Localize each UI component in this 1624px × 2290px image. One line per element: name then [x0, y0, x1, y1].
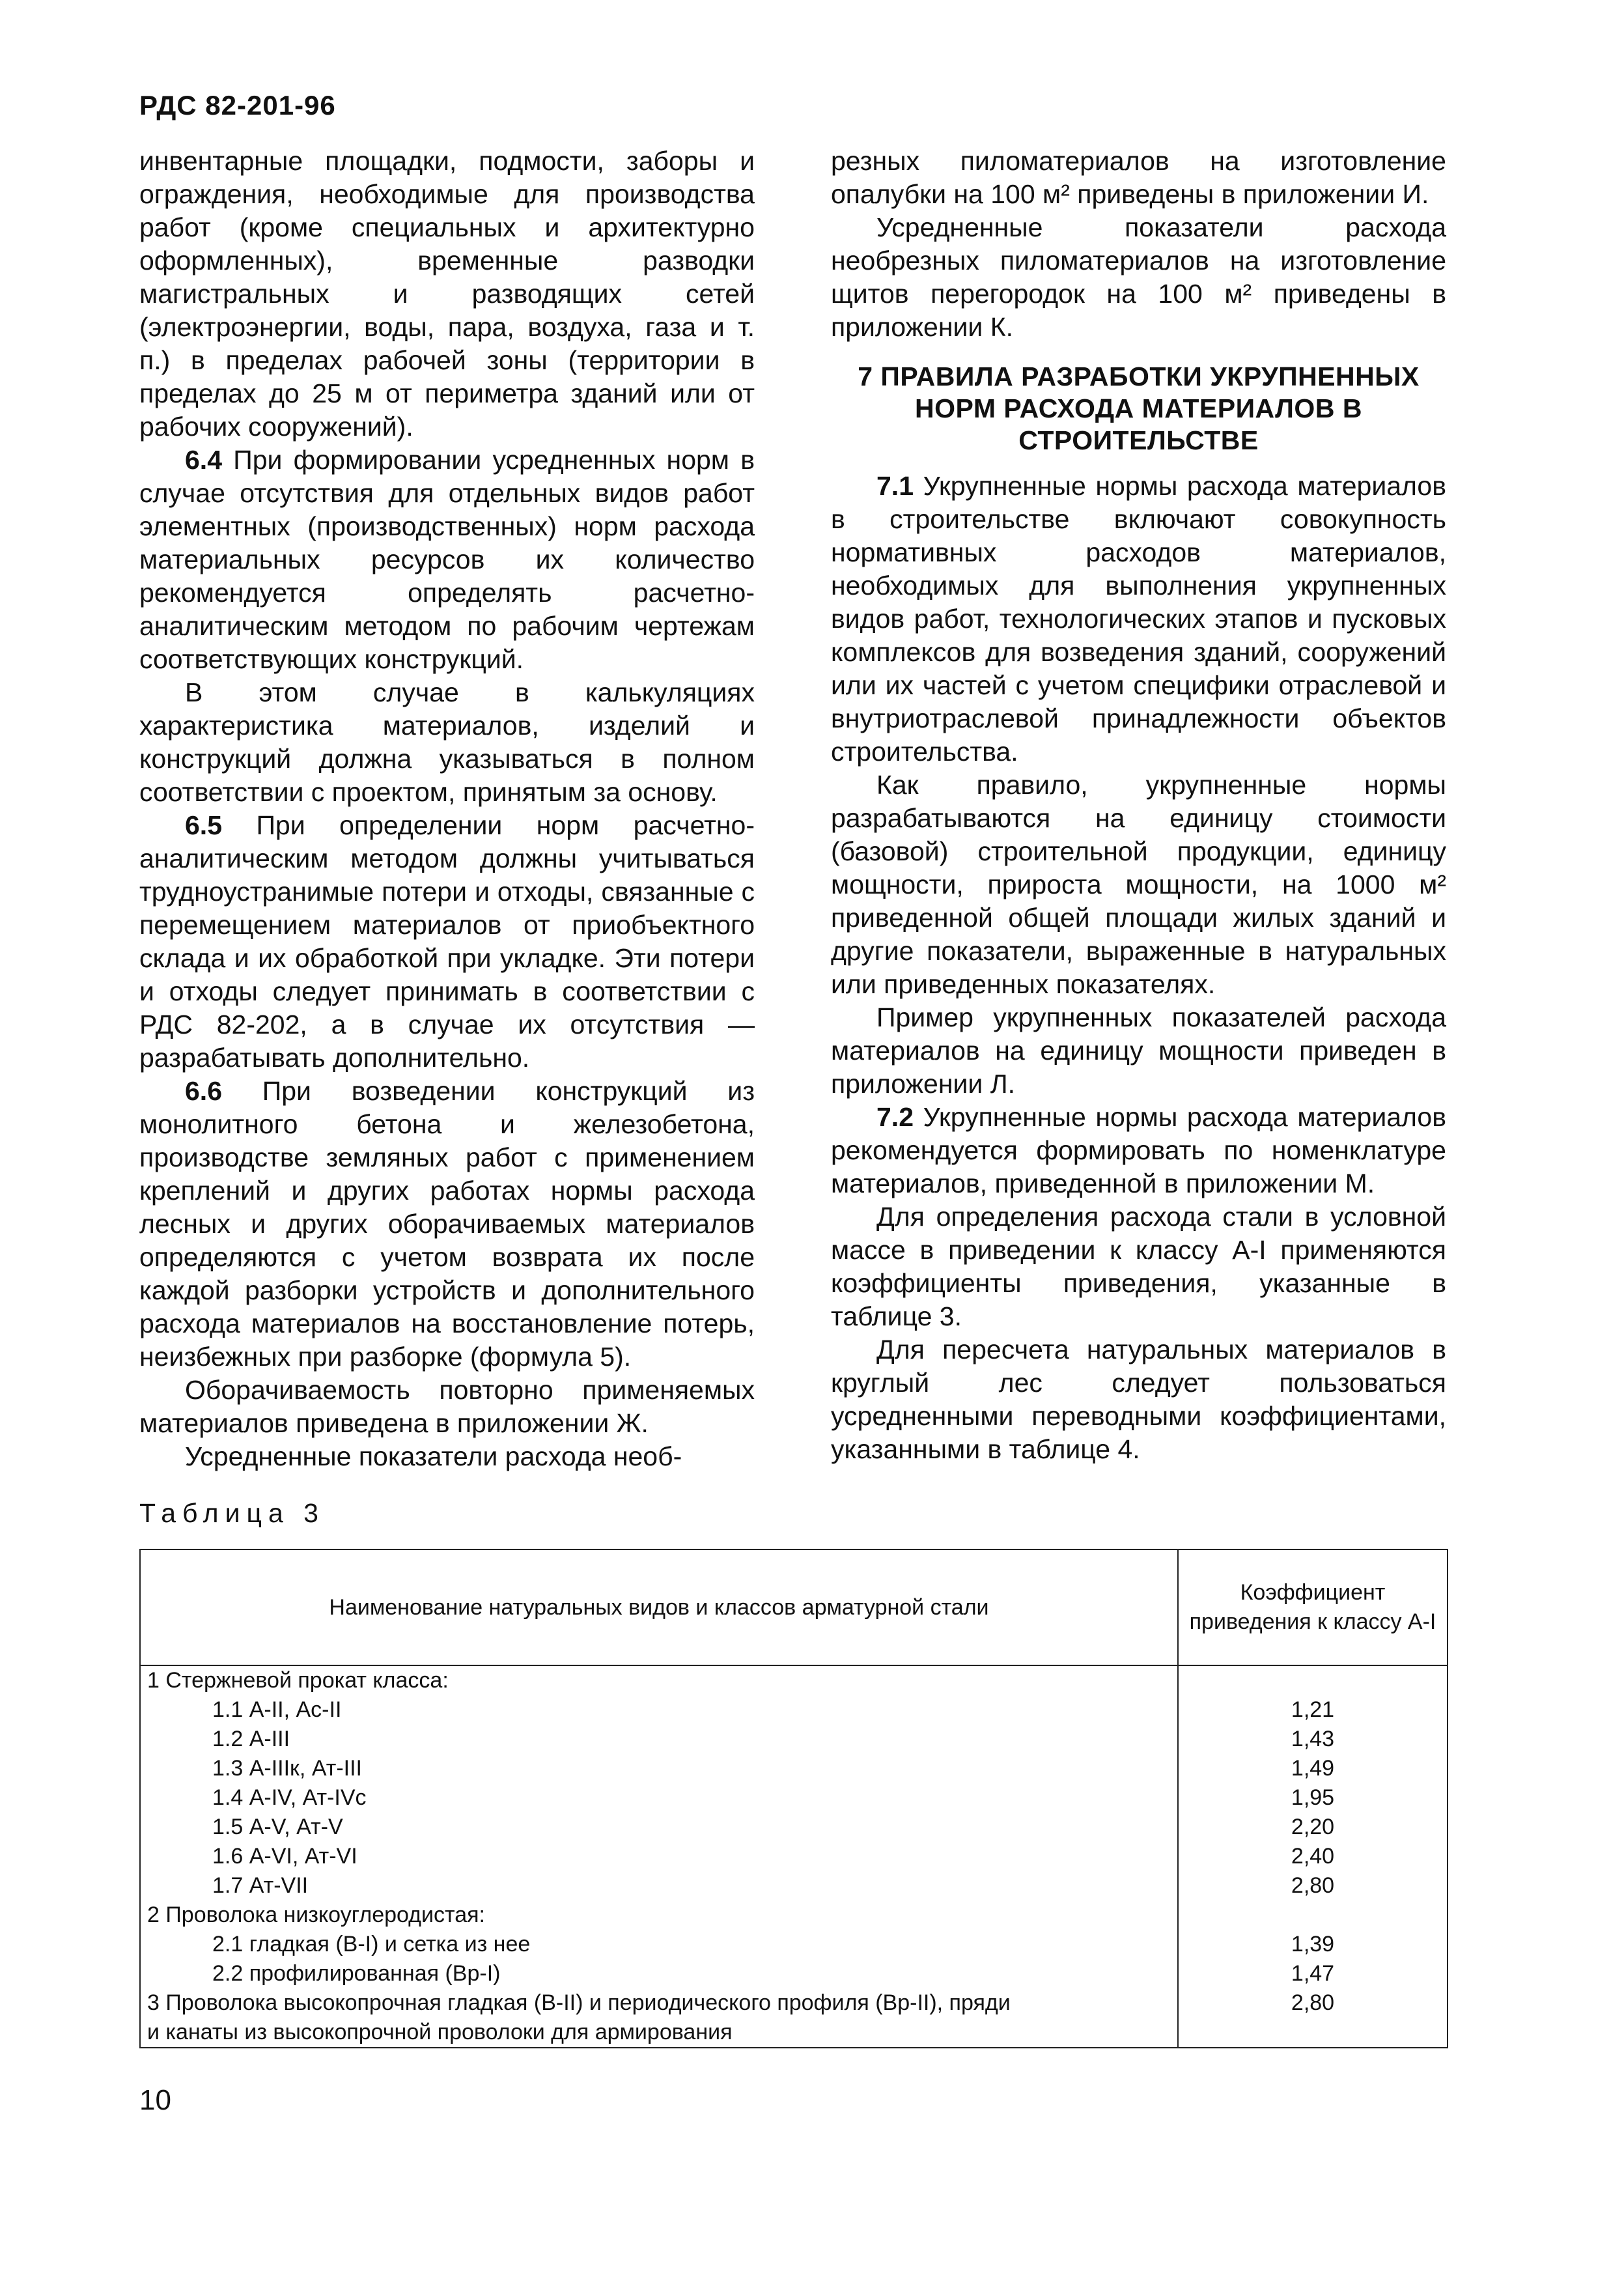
column-header-coefficient [1178, 1549, 1448, 1665]
table-row-name: 1.5 А-V, Ат-V [212, 1815, 343, 1839]
table-row-coefficient: 1,49 [1291, 1756, 1335, 1781]
paragraph [139, 1075, 755, 1374]
table-row-coefficient: 1,47 [1291, 1961, 1335, 1986]
paragraph [831, 769, 1446, 1001]
column-header-name: Наименование натуральных видов и классов арматурной стали [140, 1549, 1178, 1665]
paragraph [139, 1374, 755, 1440]
paragraph [831, 1101, 1446, 1200]
table-row-name: 1.4 А-IV, Ат-IVс [212, 1785, 367, 1810]
table-row-name: 2 Проволока низкоуглеродистая: [147, 1902, 485, 1927]
document-code-header: РДС 82-201-96 [139, 90, 336, 120]
paragraph-text: инвентарные площадки, подмости, заборы и ограждения, необходимые для производства работ (кроме специальных и архитектурно оформленных), временные разводки магистральных и разводящих сетей (электроэнергии, воды, пара, воздуха, газа и т. п.) в пределах рабочей зоны (территории в пределах до 25 м от периметра зданий или от рабочих сооружений). [139, 146, 755, 442]
table-row-name: 1.1 А-II, Ас-II [212, 1697, 342, 1722]
table-3 [139, 1549, 1448, 2048]
clause-number: 7.1 [876, 471, 914, 501]
table-row-coefficient [1185, 1901, 1440, 1930]
right-text-column [831, 145, 1446, 1466]
paragraph-text: При возведении конструкций из монолитного бетона и железобетона, производстве земляных работ с применением креплений и других работах нормы расхода лесных и других оборачиваемых материалов определяются с учетом возврата их после каждой разборки устройств и дополнительного расхода материалов на восстановление потерь, неизбежных при разборке (формула 5). [139, 1076, 755, 1372]
paragraph-text: В этом случае в калькуляциях характеристика материалов, изделий и конструкций должна указываться в полном соответствии с проектом, принятым за основу. [139, 677, 755, 807]
paragraph-text: Оборачиваемость повторно применяемых материалов приведена в приложении Ж. [139, 1375, 755, 1438]
paragraph [831, 145, 1446, 211]
paragraph [139, 145, 755, 444]
table-row-coefficient: 1,21 [1291, 1697, 1335, 1722]
paragraph-text: Для пересчета натуральных материалов в круглый лес следует пользоваться усредненными переводными коэффициентами, указанными в таблице 4. [831, 1335, 1446, 1464]
coefficient-header-text: Коэффициент приведения к классу А-I [1189, 1580, 1436, 1634]
table-row-name: 1.3 А-IIIк, Ат-III [212, 1756, 362, 1781]
paragraph-text: резных пиломатериалов на изготовление опалубки на 100 м² приведены в приложении И. [831, 146, 1446, 209]
paragraph [139, 1440, 755, 1473]
clause-number: 7.2 [876, 1102, 914, 1132]
clause-number: 6.4 [185, 445, 222, 475]
paragraph [831, 1333, 1446, 1466]
paragraph-text: Как правило, укрупненные нормы разрабатываются на единицу стоимости (базовой) строительной продукции, единицу мощности, прироста мощности, на 1000 м² приведенной общей площади жилых зданий и другие показатели, выраженные в натуральных или приведенных показателях. [831, 770, 1446, 999]
paragraph-text: Укрупненные нормы расхода материалов рекомендуется формировать по номенклатуре материалов, приведенной в приложении М. [831, 1102, 1446, 1198]
paragraph-text: Усредненные показатели расхода необ- [185, 1441, 682, 1471]
paragraph [831, 1001, 1446, 1101]
paragraph-text: Усредненные показатели расхода необрезных пиломатериалов на изготовление щитов перегородок на 100 м² приведены в приложении К. [831, 212, 1446, 342]
paragraph [831, 211, 1446, 344]
table-row-coefficient: 1,39 [1291, 1932, 1335, 1957]
table-row-name: 3 Проволока высокопрочная гладкая (В-II) и периодического профиля (Вр-II), пряди [147, 1990, 1011, 2015]
table-row-name: 1 Стержневой прокат класса: [147, 1668, 449, 1693]
paragraph [831, 1200, 1446, 1333]
table-row-name: 1.6 А-VI, Ат-VI [212, 1844, 357, 1869]
paragraph [139, 444, 755, 676]
left-text-column [139, 145, 755, 1473]
page-number: 10 [139, 2084, 171, 2116]
paragraph [139, 809, 755, 1075]
table-row-coefficient: 2,80 [1291, 1873, 1335, 1898]
clause-number: 6.6 [185, 1076, 222, 1106]
clause-number: 6.5 [185, 810, 222, 840]
table-row-name: 2.1 гладкая (В-I) и сетка из нее [212, 1932, 531, 1957]
values-cell [1178, 1665, 1448, 2048]
table-body-row [140, 1665, 1448, 2048]
paragraph-text: Укрупненные нормы расхода материалов в строительстве включают совокупность нормативных расходов материалов, необходимых для выполнения укрупненных видов работ, технологических этапов и пусковых комплексов для возведения зданий, сооружений или их частей с учетом специфики отраслевой и внутриотраслевой принадлежности объектов строительства. [831, 471, 1446, 767]
right-column-bottom-paragraphs [831, 470, 1446, 1466]
names-cell [140, 1665, 1178, 2048]
table-row-coefficient: 2,40 [1291, 1844, 1335, 1869]
paragraph [831, 470, 1446, 769]
table-row-coefficient: 2,80 [1291, 1990, 1335, 2015]
table-row-coefficient [1185, 2018, 1440, 2047]
table-row-coefficient: 1,43 [1291, 1727, 1335, 1751]
paragraph-text: При формировании усредненных норм в случае отсутствия для отдельных видов работ элементных (производственных) норм расхода материальных ресурсов их количество рекомендуется определять расчетно-аналитическим методом по рабочим чертежам соответствующих конструкций. [139, 445, 755, 674]
table-header-row [140, 1549, 1448, 1665]
paragraph-text: Для определения расхода стали в условной массе в приведении к классу А-I применяются коэффициенты приведения, указанные в таблице 3. [831, 1202, 1446, 1331]
paragraph-text: При определении норм расчетно-аналитическим методом должны учитываться трудноустранимые потери и отходы, связанные с перемещением материалов от приобъектного склада и их обработкой при укладке. Эти потери и отходы следует принимать в соответствии с РДС 82-202, а в случае их отсутствия — разрабатывать дополнительно. [139, 810, 755, 1073]
table-row-name: и канаты из высокопрочной проволоки для армирования [147, 2020, 733, 2044]
table-row-name: 1.7 Ат-VII [212, 1873, 309, 1898]
paragraph-text: Пример укрупненных показателей расхода материалов на единицу мощности приведен в приложении Л. [831, 1002, 1446, 1099]
table-row-coefficient: 1,95 [1291, 1785, 1335, 1810]
section-7-title [831, 361, 1446, 457]
paragraph [139, 676, 755, 809]
table-row-coefficient [1185, 1666, 1440, 1695]
table-row-name: 2.2 профилированная (Вр-I) [212, 1961, 501, 1986]
section-title-text: 7 ПРАВИЛА РАЗРАБОТКИ УКРУПНЕННЫХ НОРМ РАСХОДА МАТЕРИАЛОВ В СТРОИТЕЛЬСТВЕ [858, 361, 1420, 455]
table-row-name: 1.2 А-III [212, 1727, 290, 1751]
table-row-coefficient: 2,20 [1291, 1815, 1335, 1839]
table-caption: Таблица 3 [139, 1498, 325, 1528]
right-column-top-paragraphs [831, 145, 1446, 344]
